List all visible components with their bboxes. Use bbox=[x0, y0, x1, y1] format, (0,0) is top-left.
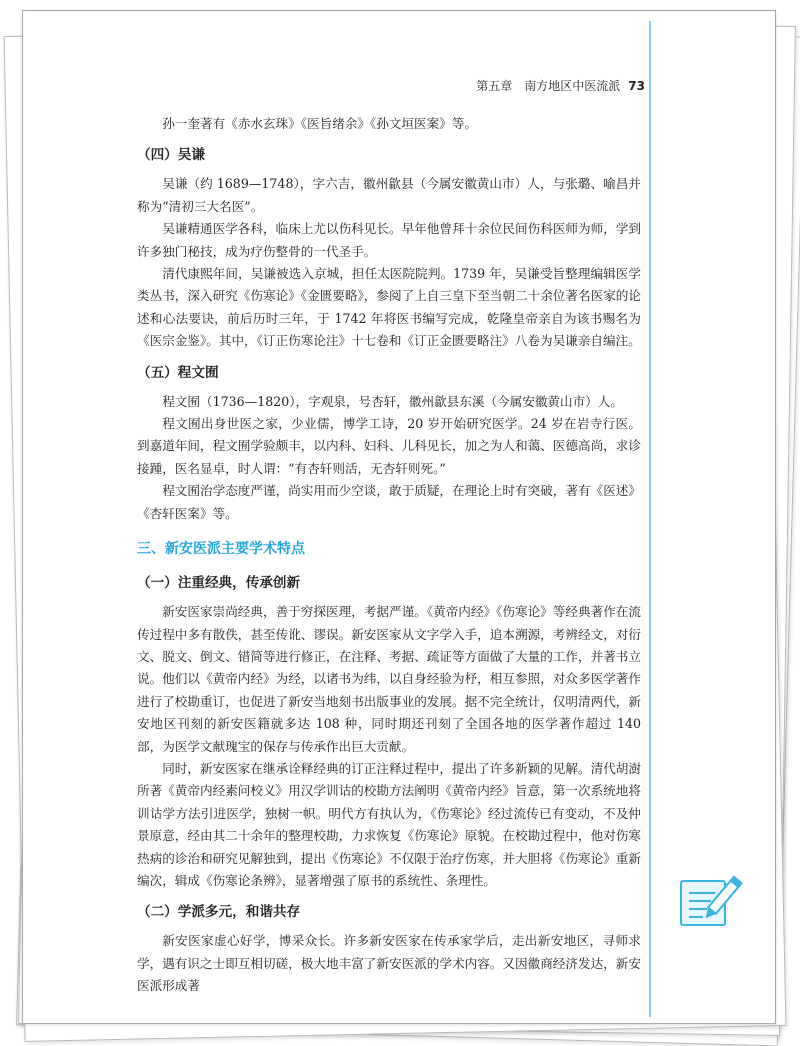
paragraph-cheng-1: 程文囿（1736—1820），字观泉，号杏轩，徽州歙县东溪（今属安徽黄山市）人。 bbox=[162, 393, 623, 409]
paragraph-sub1-2: 同时，新安医家在继承诠释经典的订正注释过程中，提出了许多新颖的见解。清代胡澍所著《黄帝内经素问校义》用汉学训诂的校勘方法阐明《黄帝内经》旨意，第一次系统地将训诂学方法引进医学，独树一帜。明代方有执认为，《伤寒论》经过流传已有变动，不及仲景原意，经由其二十余年的整理校勘，力求恢复《伤寒论》原貌。在校勘过程中，他对伤寒热病的诊治和研究见解独到，提出《伤寒论》不仅限于治疗伤寒，并大胆将《伤寒论》重新编次，辑成《伤寒论条辨》，显著增强了原书的系统性、条理性。 bbox=[137, 760, 641, 888]
paragraph-cheng-3: 程文囿治学态度严谨，尚实用而少空谈，敢于质疑，在理论上时有突破，著有《医述》《杏轩医案》等。 bbox=[137, 483, 641, 521]
running-header bbox=[123, 77, 645, 94]
book-page bbox=[22, 10, 776, 1024]
notebook-pen-icon bbox=[677, 871, 747, 933]
heading-wu-qian: （四）吴谦 bbox=[137, 147, 205, 164]
margin-rule bbox=[649, 21, 651, 1017]
heading-cheng-wenyou: （五）程文囿 bbox=[137, 364, 219, 381]
paragraph-wu-qian-2: 吴谦精通医学各科，临床上尤以伤科见长。早年他曾拜十余位民间伤科医师为师，学到许多独门秘技，成为疗伤整骨的一代圣手。 bbox=[137, 221, 641, 259]
paragraph-sub2-1: 新安医家虚心好学，博采众长。许多新安医家在传承家学后，走出新安地区，寻师求学，遇有识之士即互相切磋，极大地丰富了新安医派的学术内容。又因徽商经济发达，新安医派形成著 bbox=[137, 933, 641, 994]
paragraph-wu-qian-3: 清代康熙年间，吴谦被选入京城，担任太医院院判。1739 年，吴谦受旨整理编辑医学类丛书，深入研究《伤寒论》《金匮要略》，参阅了上自三皇下至当朝二十余位著名医家的论述和心法要诀，前后历时三年，于 1742 年将医书编写完成，乾隆皇帝亲自为该书赐名为《医宗金鉴》。其中，《订正伤寒论注》十七卷和《订正金匮要略注》八卷为吴谦亲自编注。 bbox=[137, 266, 641, 349]
chapter-title: 第五章 南方地区中医流派 bbox=[476, 79, 621, 93]
section-heading-3: 三、新安医派主要学术特点 bbox=[137, 541, 305, 558]
paragraph-cheng-2: 程文囿出身世医之家，少业儒，博学工诗，20 岁开始研究医学。24 岁在岩寺行医。到嘉道年间，程文囿学验颇丰，以内科、妇科、儿科见长，加之为人和蔼、医德高尚，求诊接踵，医名显卓，时人谓：“有杏轩则活，无杏轩则死。” bbox=[137, 416, 641, 476]
page-number: 73 bbox=[628, 79, 645, 93]
page-body bbox=[137, 113, 641, 998]
subheading-1: （一）注重经典，传承创新 bbox=[137, 575, 301, 592]
paragraph-intro: 孙一奎著有《赤水玄珠》《医旨绪余》《孙文垣医案》等。 bbox=[162, 116, 478, 131]
paragraph-sub1-1: 新安医家崇尚经典，善于穷探医理，考据严谨。《黄帝内经》《伤寒论》等经典著作在流传过程中多有散佚，甚至传讹、谬误。新安医家从文字学入手，追本溯源，考辨经文，对衍文、脱文、倒文、错简等进行修正，在注释、考据、疏证等方面做了大量的工作，并著书立说。他们以《黄帝内经》为经，以诸书为纬，以自身经验为杼，相互参照，对众多医学著作进行了校勘重订，也促进了新安当地刻书出版事业的发展。据不完全统计，仅明清两代，新安地区刊刻的新安医籍就多达 108 种，同时期还刊刻了全国各地的医学著作超过 140 部，为医学文献瑰宝的保存与传承作出巨大贡献。 bbox=[137, 604, 641, 754]
subheading-2: （二）学派多元，和谐共存 bbox=[137, 904, 301, 921]
paragraph-wu-qian-1: 吴谦（约 1689—1748），字六吉，徽州歙县（今属安徽黄山市）人，与张璐、喻昌并称为“清初三大名医”。 bbox=[137, 176, 641, 214]
